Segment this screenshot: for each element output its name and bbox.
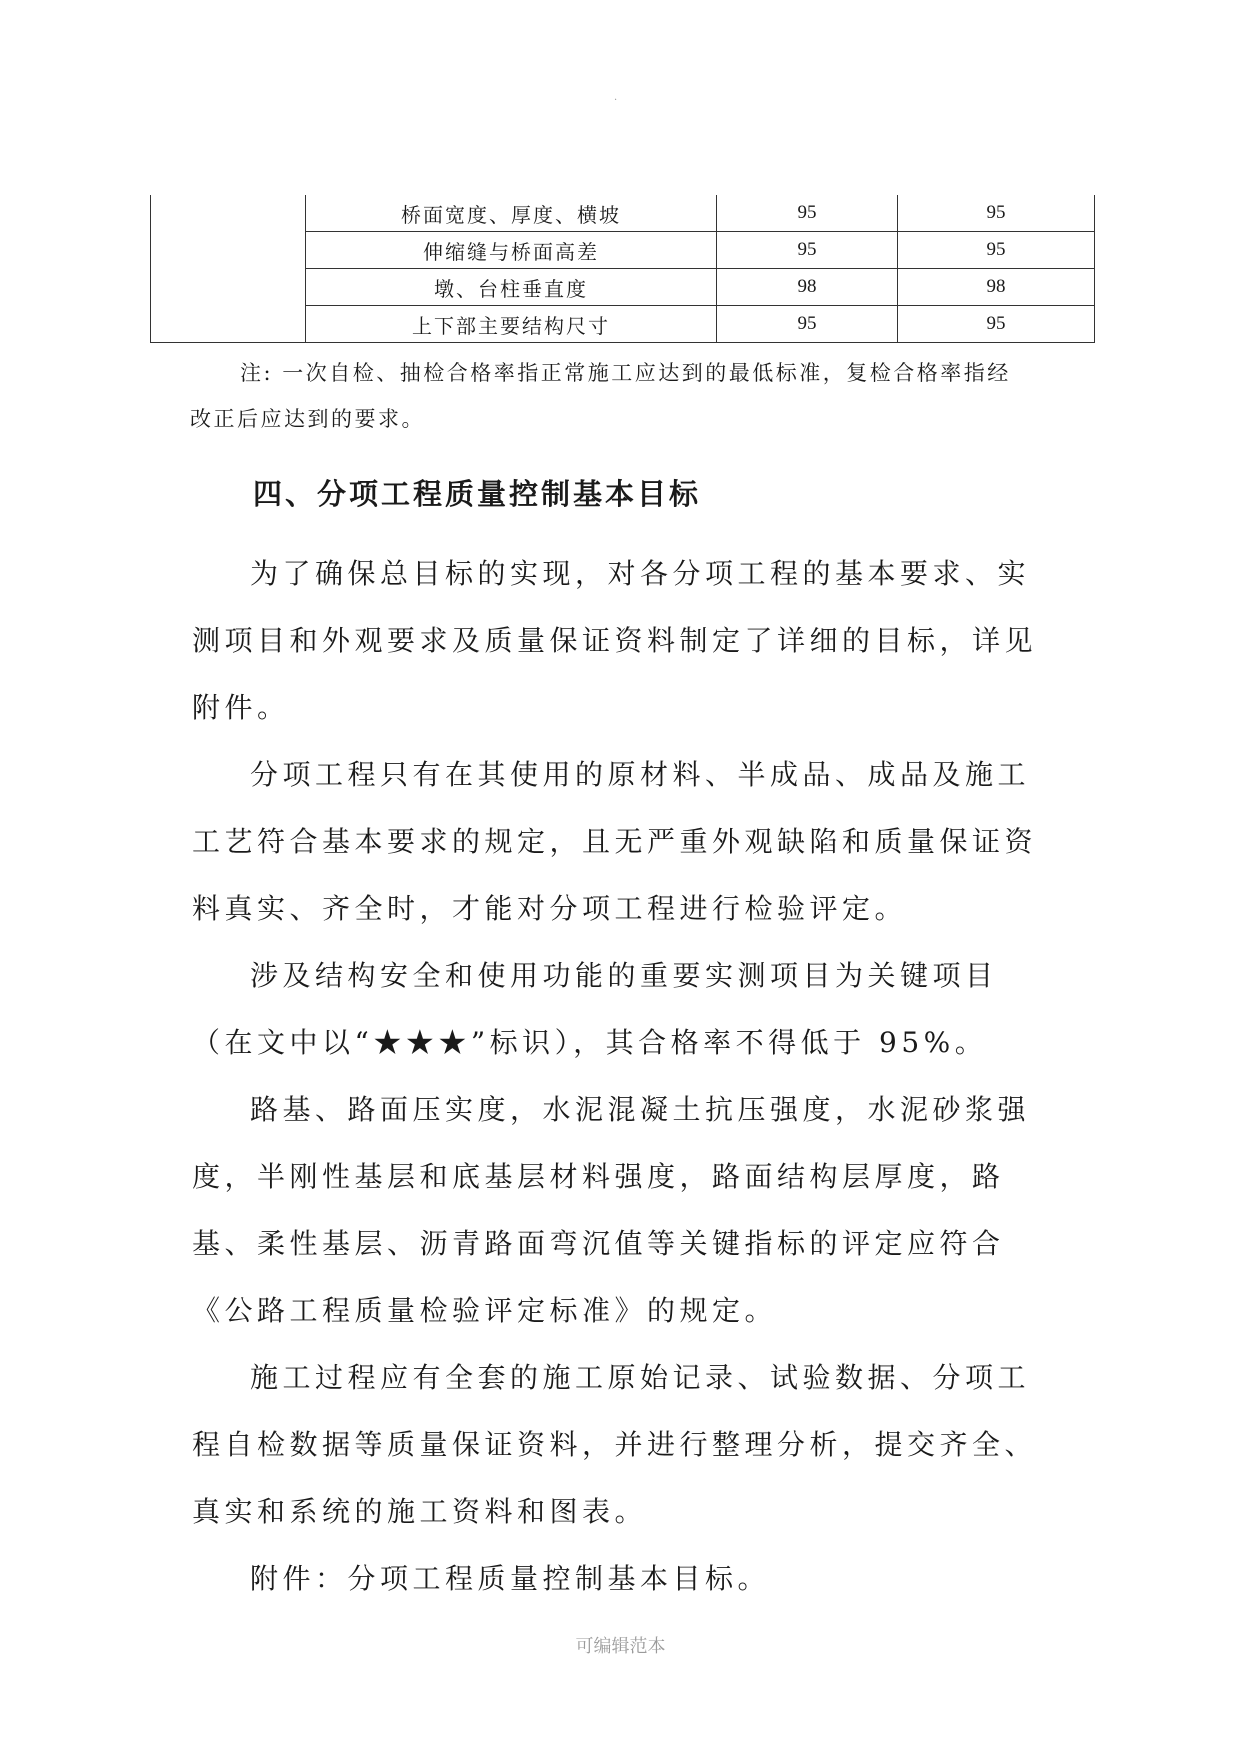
self-check-rate-cell: 98 [717, 269, 898, 306]
self-check-rate-cell: 95 [717, 195, 898, 232]
recheck-rate-cell: 95 [898, 232, 1095, 269]
paragraph: 为了确保总目标的实现，对各分项工程的基本要求、实测项目和外观要求及质量保证资料制定了详细的目标，详见附件。 [192, 557, 1038, 724]
item-cell: 伸缩缝与桥面高差 [306, 232, 717, 269]
recheck-rate-cell: 95 [898, 195, 1095, 232]
paragraph: 涉及结构安全和使用功能的重要实测项目为关键项目（在文中以“★★★”标识），其合格率不得低于 95%。 [192, 959, 998, 1059]
attachment-paragraph: 附件：分项工程质量控制基本目标。 [250, 1562, 771, 1595]
note-line-1: 注: 一次自检、抽检合格率指正常施工应达到的最低标准，复检合格率指经 [240, 361, 1011, 385]
recheck-rate-cell: 95 [898, 306, 1095, 343]
paragraph: 施工过程应有全套的施工原始记录、试验数据、分项工程自检数据等质量保证资料，并进行整理分析，提交齐全、真实和系统的施工资料和图表。 [192, 1361, 1038, 1528]
item-cell: 墩、台柱垂直度 [306, 269, 717, 306]
note-line-2: 改正后应达到的要求。 [190, 407, 425, 431]
quality-table [150, 195, 1095, 343]
recheck-rate-cell: 98 [898, 269, 1095, 306]
paragraph: 路基、路面压实度，水泥混凝土抗压强度，水泥砂浆强度，半刚性基层和底基层材料强度，路面结构层厚度，路基、柔性基层、沥青路面弯沉值等关键指标的评定应符合《公路工程质量检验评定标准》的规定。 [192, 1093, 1031, 1327]
section-body [192, 540, 1062, 1612]
section-heading: 四、分项工程质量控制基本目标 [253, 477, 702, 511]
table-note [192, 350, 1062, 442]
item-cell: 上下部主要结构尺寸 [306, 306, 717, 343]
self-check-rate-cell: 95 [717, 232, 898, 269]
item-cell: 桥面宽度、厚度、横坡 [306, 195, 717, 232]
page-footer: 可编辑范本 [575, 1636, 666, 1657]
category-cell [151, 195, 306, 343]
table-row [151, 195, 1095, 232]
header-mark: . [614, 92, 618, 103]
self-check-rate-cell: 95 [717, 306, 898, 343]
paragraph: 分项工程只有在其使用的原材料、半成品、成品及施工工艺符合基本要求的规定，且无严重外观缺陷和质量保证资料真实、齐全时，才能对分项工程进行检验评定。 [192, 758, 1038, 925]
